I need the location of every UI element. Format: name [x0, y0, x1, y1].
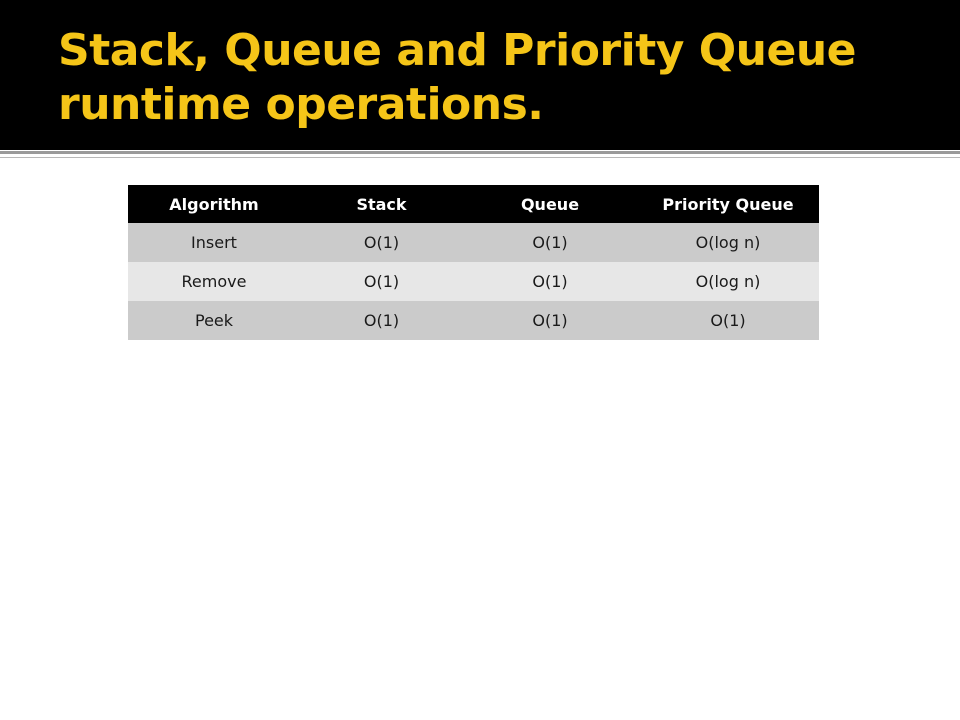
table-row-remove — [128, 262, 819, 301]
runtime-operations-table — [128, 185, 819, 340]
header-stack: Stack — [300, 185, 463, 223]
slide-title: Stack, Queue and Priority Queue runtime operations. — [58, 25, 856, 130]
cell-stack: O(1) — [300, 301, 463, 340]
cell-operation: Insert — [128, 223, 300, 262]
title-divider — [0, 151, 960, 154]
cell-priority-queue: O(log n) — [637, 223, 819, 262]
header-algorithm: Algorithm — [128, 185, 300, 223]
table-header-row — [128, 185, 819, 223]
cell-operation: Remove — [128, 262, 300, 301]
title-divider-thin — [0, 157, 960, 158]
header-queue: Queue — [463, 185, 637, 223]
table-row-insert — [128, 223, 819, 262]
cell-queue: O(1) — [463, 262, 637, 301]
cell-queue: O(1) — [463, 223, 637, 262]
cell-operation: Peek — [128, 301, 300, 340]
title-band — [0, 0, 960, 150]
cell-stack: O(1) — [300, 223, 463, 262]
cell-stack: O(1) — [300, 262, 463, 301]
cell-priority-queue: O(log n) — [637, 262, 819, 301]
cell-priority-queue: O(1) — [637, 301, 819, 340]
header-priority-queue: Priority Queue — [637, 185, 819, 223]
cell-queue: O(1) — [463, 301, 637, 340]
table-row-peek — [128, 301, 819, 340]
